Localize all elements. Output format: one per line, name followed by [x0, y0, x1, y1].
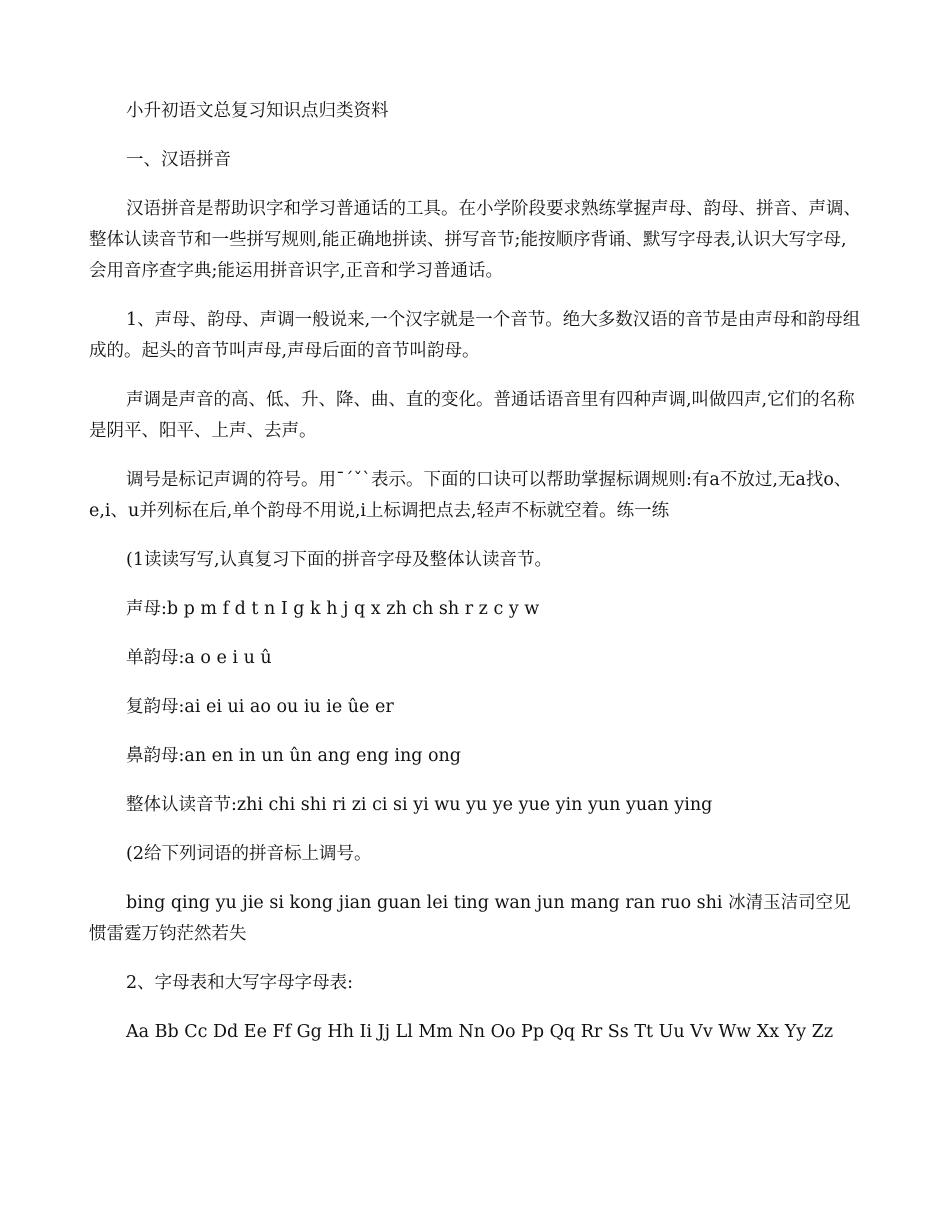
paragraph-pinyin-intro: 汉语拼音是帮助识字和学习普通话的工具。在小学阶段要求熟练掌握声母、韵母、拼音、声调、整体认读音节和一些拼写规则,能正确地拼读、拼写音节;能按顺序背诵、默写字母表,认识大写字母,会用音序查字典;能运用拼音识字,正音和学习普通话。	[89, 199, 861, 281]
exercise-1-heading: (1读读写写,认真复习下面的拼音字母及整体认读音节。	[126, 550, 553, 570]
list-simple-finals: 单韵母:a o e i u û	[126, 648, 272, 668]
paragraph-initials-finals: 1、声母、韵母、声调一般说来,一个汉字就是一个音节。绝大多数汉语的音节是由声母和韵母组成的。起头的音节叫声母,声母后面的音节叫韵母。	[89, 310, 861, 361]
alphabet-list: Aa Bb Cc Dd Ee Ff Gg Hh Ii Jj Ll Mm Nn Oo Pp Qq Rr Ss Tt Uu Vv Ww Xx Yy Zz	[126, 1022, 834, 1042]
list-initials: 声母:b p m f d t n I g k h j q x zh ch sh r z c y w	[126, 599, 540, 619]
list-nasal-finals: 鼻韵母:an en in un ûn ang eng ing ong	[126, 746, 461, 766]
paragraph-tone-marks: 调号是标记声调的符号。用ˉˊˇˋ表示。下面的口诀可以帮助掌握标调规则:有a不放过,无a找o、e,i、u并列标在后,单个韵母不用说,i上标调把点去,轻声不标就空着。练一练	[89, 470, 852, 521]
exercise-2-words: bing qing yu jie si kong jian guan lei ting wan jun mang ran ruo shi 冰清玉洁司空见惯雷霆万钧茫然若失	[89, 893, 851, 944]
document-title: 小升初语文总复习知识点归类资料	[126, 101, 389, 121]
section-heading-pinyin: 一、汉语拼音	[126, 150, 231, 170]
list-compound-finals: 复韵母:ai ei ui ao ou iu ie ûe er	[126, 697, 394, 717]
exercise-2-heading: (2给下列词语的拼音标上调号。	[126, 844, 372, 864]
list-whole-syllables: 整体认读音节:zhi chi shi ri zi ci si yi wu yu ye yue yin yun yuan ying	[126, 795, 713, 815]
section-heading-alphabet: 2、字母表和大写字母字母表:	[126, 973, 354, 993]
document-body	[89, 96, 864, 1066]
paragraph-tones: 声调是声音的高、低、升、降、曲、直的变化。普通话语音里有四种声调,叫做四声,它们的名称是阴平、阳平、上声、去声。	[89, 390, 855, 441]
